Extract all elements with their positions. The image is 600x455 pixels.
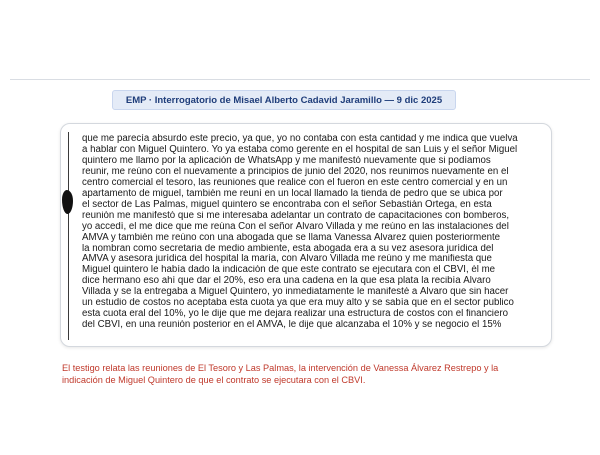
transcript-text [82,134,544,331]
transcript-line: la nombran como secretaria de medio ambiente, esta abogada era a su vez asesora jurídica del [82,243,494,254]
transcript-line: dice hermano eso ahí que dar el 20%, eso era una cadena en la que esa plata la recibía Álvaro [82,276,491,287]
transcript-line: AMVA y también me reúno con una abogada que se llama Vanessa Álvarez quien posteriormente [82,232,501,243]
transcript-line: reunión me manifestó que si me interesaba adelantar un contrato de capacitaciones con bomberos, [82,210,510,221]
transcript-line: quintero me llamo por la aplicación de WhatsApp y me manifestó nuevamente que si podíamos [82,155,491,166]
margin-line [68,132,69,340]
transcript-line: el sector de Las Palmas, miguel quintero se encontraba con el señor Sebastián Ortega, en esta [82,199,492,210]
transcript-line: esta cuota eral del 10%, yo le dije que me dejara realizar una estructura de costos con el financiero [82,309,508,320]
transcript-line: centro comercial el tesoro, las reuniones que realice con el fueron en este centro comercial y en un [82,177,508,188]
caption-line: El testigo relata las reuniones de El Tesoro y Las Palmas, la intervención de Vanessa Álvarez Restrepo y la [62,363,499,373]
caption-line: indicación de Miguel Quintero de que el contrato se ejecutara con el CBVI. [62,374,366,385]
document-title-banner [112,90,456,110]
transcript-line: reunir, me reúno con el nuevamente a principios de junio del 2020, nos reunimos nuevamente en el [82,166,509,177]
document-title: EMP · Interrogatorio de Misael Alberto Cadavid Jaramillo — 9 dic 2025 [125,94,443,106]
transcript-line: del CBVI, en una reunión posterior en el AMVA, le dije que alcanzaba el 10% y se negocio el 15% [82,320,502,331]
transcript-line: Miguel quintero le había dado la indicación de que este contrato se ejecutara con el CBVI, él me [82,265,496,276]
transcript-line: a hablar con Miguel Quintero. Yo ya estaba como gerente en el hospital de san Luis y el señor Miguel [82,144,518,155]
transcript-line: un estudio de costos no aceptaba esta cuota ya que era muy alto y se sabía que en el sector publico [82,298,514,309]
ink-mark-icon [62,190,73,214]
transcript-line: yo accedí, el me dice que me reúna Con el señor Álvaro Villada y me reúno en las instalaciones del [82,221,509,232]
transcript-excerpt-card [60,123,552,347]
top-divider [10,79,590,80]
transcript-line: Villada y se la entregaba a Miguel Quintero, yo inmediatamente le manifesté a Álvaro que sin hacer [82,287,509,298]
transcript-line: AMVA y asesora jurídica del hospital la maría, con Álvaro Villada me reúno y me manifiesta que [82,254,492,265]
transcript-line: que me parecía absurdo este precio, ya que, yo no contaba con esta cantidad y me indica que vuelva [82,134,518,144]
excerpt-caption [62,363,542,386]
transcript-line: apartamento de miguel, también me reuní en un local llamado la tienda de pedro que se ubica por [82,188,503,199]
